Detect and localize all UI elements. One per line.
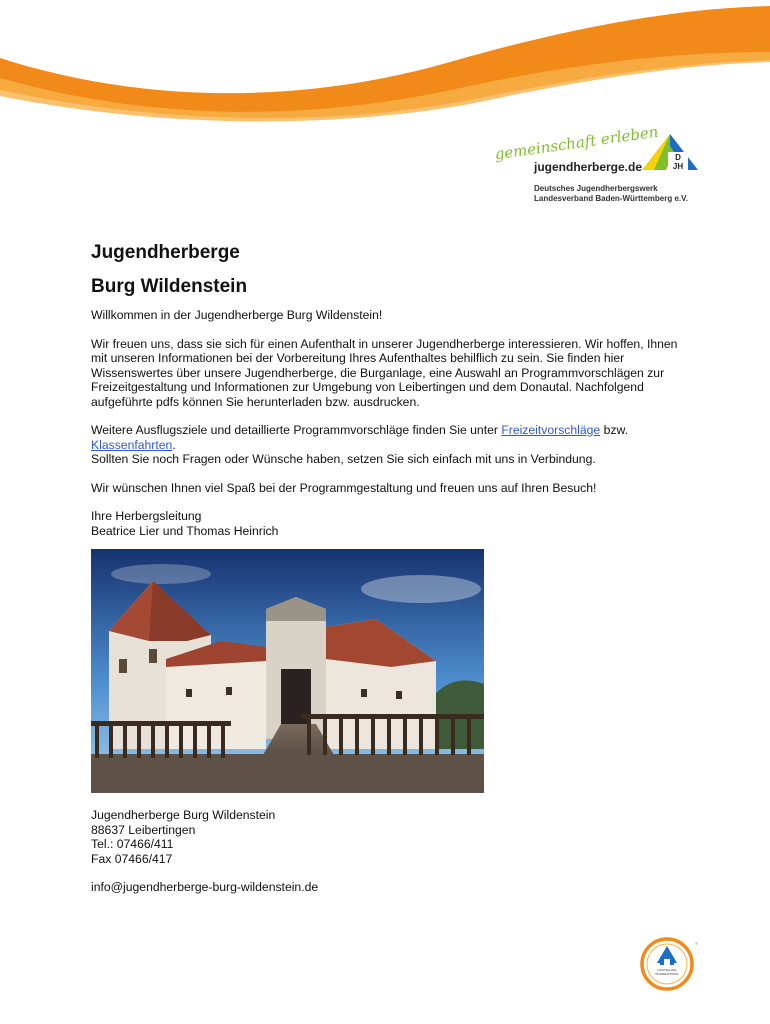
address-city: 88637 Leibertingen bbox=[91, 822, 196, 837]
address-email: info@jugendherberge-burg-wildenstein.de bbox=[91, 880, 319, 894]
address-block bbox=[91, 808, 491, 895]
address-fax: Fax 07466/417 bbox=[91, 851, 173, 866]
header-swoosh bbox=[0, 0, 770, 130]
page-title-line2: Burg Wildenstein bbox=[91, 276, 248, 297]
logo-org-line1: Deutsches Jugendherbergswerk bbox=[534, 184, 658, 193]
address-tel: Tel.: 07466/411 bbox=[91, 837, 174, 851]
more-info-prefix: Weitere Ausflugsziele und detaillierte Programmvorschläge finden Sie unter bbox=[91, 423, 502, 437]
freizeitvorschlaege-link[interactable]: Freizeitvorschläge bbox=[501, 423, 601, 437]
svg-text:HOSTELLING: HOSTELLING bbox=[657, 968, 677, 972]
djh-house-icon bbox=[640, 132, 700, 172]
logo-slogan: gemeinschaft erleben bbox=[493, 122, 660, 164]
main-content bbox=[91, 240, 691, 538]
logo-org-line2: Landesverband Baden-Württemberg e.V. bbox=[534, 194, 688, 203]
svg-text:INTERNATIONAL: INTERNATIONAL bbox=[655, 972, 679, 976]
address-name: Jugendherberge Burg Wildenstein bbox=[91, 808, 276, 822]
contact-line: Sollten Sie noch Fragen oder Wünsche haben, setzen Sie sich einfach mit uns in Verbindung. bbox=[91, 452, 596, 466]
intro-paragraph: Wir freuen uns, dass sie sich für einen Aufenthalt in unserer Jugendherberge interessieren. Wir hoffen, Ihnen mit unseren Informationen bei der Vorbereitung Ihres Aufenthaltes behilflich zu sein. Sie finden hier Wissenswertes über unsere Jugendherberge, die Burganlage, eine Auswahl an Programmvorschlägen zur Freizeitgestaltung und Informationen zur Umgebung von Leibertingen und dem Donautal. Nachfolgend aufgeführte pdfs können Sie herunterladen bzw. ausdrucken. bbox=[91, 336, 678, 409]
more-info-paragraph bbox=[91, 423, 691, 452]
klassenfahrten-link[interactable]: Klassenfahrten bbox=[91, 437, 173, 452]
wish-text: Wir wünschen Ihnen viel Spaß bei der Programmgestaltung und freuen uns auf Ihren Besuch! bbox=[91, 480, 597, 495]
logo-url: jugendherberge.de bbox=[534, 160, 643, 174]
more-info-middle: bzw. bbox=[600, 423, 628, 437]
signature-line2: Beatrice Lier und Thomas Heinrich bbox=[91, 523, 279, 538]
djh-logo bbox=[490, 122, 705, 212]
svg-text:®: ® bbox=[695, 941, 698, 946]
svg-text:D: D bbox=[675, 153, 681, 162]
signature-line1: Ihre Herbergsleitung bbox=[91, 509, 202, 523]
castle-photo bbox=[91, 549, 484, 793]
more-info-suffix: . bbox=[172, 437, 176, 452]
welcome-text: Willkommen in der Jugendherberge Burg Wildenstein! bbox=[91, 308, 383, 322]
hostelling-international-badge bbox=[640, 937, 698, 991]
svg-text:JH: JH bbox=[672, 162, 684, 171]
page-title-line1: Jugendherberge bbox=[91, 242, 240, 263]
